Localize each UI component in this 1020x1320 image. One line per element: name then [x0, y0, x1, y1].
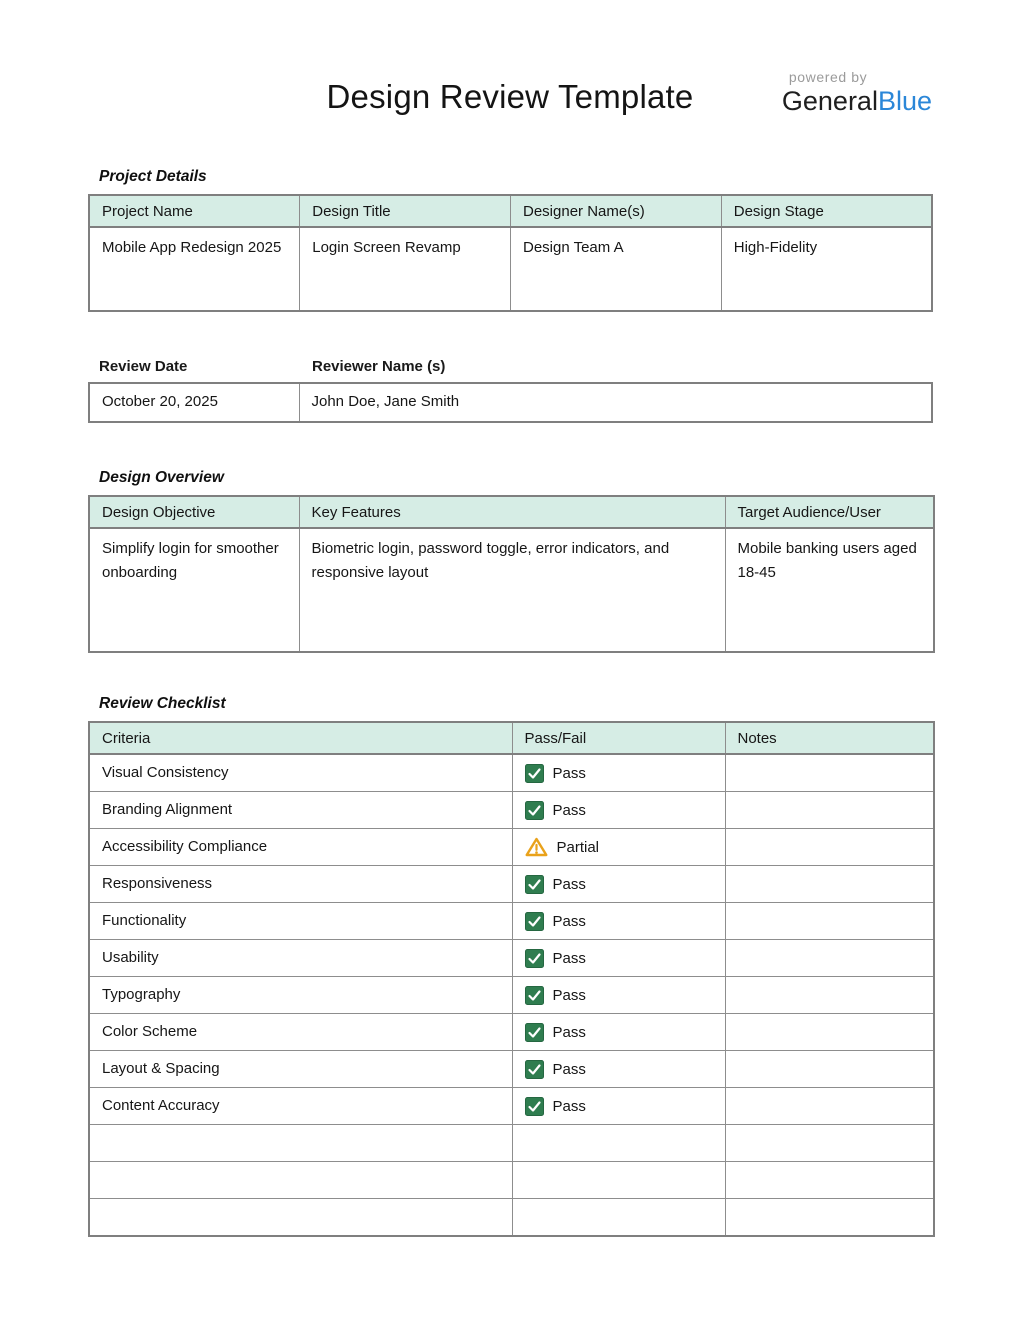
status-cell — [512, 1051, 725, 1088]
notes-cell — [725, 977, 934, 1014]
notes-cell — [725, 940, 934, 977]
column-header: Pass/Fail — [512, 722, 725, 754]
criteria-label: Accessibility Compliance — [102, 838, 268, 856]
pass-check-icon — [525, 912, 544, 931]
reviewer-names-heading: Reviewer Name (s) — [312, 358, 446, 375]
review-checklist-table — [88, 721, 935, 1237]
pass-check-icon — [525, 801, 544, 820]
criteria-cell — [89, 1088, 512, 1125]
project-name-cell: Mobile App Redesign 2025 — [89, 227, 300, 311]
key-features-cell: Biometric login, password toggle, error indicators, and responsive layout — [299, 528, 725, 652]
criteria-cell — [89, 1051, 512, 1088]
brand-general-text: General — [781, 86, 878, 117]
review-checklist-title: Review Checklist — [99, 695, 226, 713]
criteria-cell — [89, 866, 512, 903]
checklist-header-row — [89, 722, 934, 754]
criteria-label: Content Accuracy — [102, 1097, 220, 1115]
criteria-label: Visual Consistency — [102, 764, 229, 782]
brand-blue-text: Blue — [877, 86, 932, 117]
section-review-checklist — [88, 695, 933, 1237]
column-header: Designer Name(s) — [511, 195, 722, 227]
checklist-row — [89, 792, 934, 829]
criteria-label: Layout & Spacing — [102, 1060, 220, 1078]
notes-cell — [725, 829, 934, 866]
pass-check-icon — [525, 1023, 544, 1042]
checklist-row — [89, 1088, 934, 1125]
criteria-cell — [89, 754, 512, 792]
brand-wordmark — [782, 87, 932, 117]
status-cell — [512, 1088, 725, 1125]
review-info-row — [89, 383, 932, 422]
checklist-row — [89, 829, 934, 866]
checklist-row — [89, 754, 934, 792]
criteria-cell — [89, 1199, 512, 1237]
criteria-cell — [89, 1014, 512, 1051]
checklist-row — [89, 1014, 934, 1051]
status-cell — [512, 1014, 725, 1051]
status-cell — [512, 754, 725, 792]
pass-check-icon — [525, 875, 544, 894]
checklist-row — [89, 1199, 934, 1237]
design-stage-cell: High-Fidelity — [721, 227, 932, 311]
target-audience-cell: Mobile banking users aged 18-45 — [725, 528, 934, 652]
column-header: Design Title — [300, 195, 511, 227]
status-label: Pass — [552, 1060, 586, 1078]
section-design-overview — [88, 469, 933, 653]
status-cell — [512, 1125, 725, 1162]
document-content — [88, 168, 933, 1237]
design-overview-table — [88, 495, 935, 653]
checklist-row — [89, 940, 934, 977]
status-label: Pass — [552, 912, 586, 930]
column-header: Criteria — [89, 722, 512, 754]
document-header — [0, 0, 1020, 160]
notes-cell — [725, 1162, 934, 1199]
pass-check-icon — [525, 764, 544, 783]
criteria-cell — [89, 903, 512, 940]
reviewer-names-cell: John Doe, Jane Smith — [299, 383, 932, 422]
status-label: Pass — [552, 949, 586, 967]
criteria-label: Usability — [102, 949, 159, 967]
design-title-cell: Login Screen Revamp — [300, 227, 511, 311]
criteria-cell — [89, 1125, 512, 1162]
column-header: Design Objective — [89, 496, 299, 528]
status-label: Pass — [552, 986, 586, 1004]
checklist-row — [89, 1162, 934, 1199]
checklist-row — [89, 977, 934, 1014]
designer-names-cell: Design Team A — [511, 227, 722, 311]
project-details-header-row — [89, 195, 932, 227]
pass-check-icon — [525, 986, 544, 1005]
pass-check-icon — [525, 949, 544, 968]
section-review-info — [88, 358, 933, 423]
notes-cell — [725, 866, 934, 903]
notes-cell — [725, 1051, 934, 1088]
criteria-cell — [89, 792, 512, 829]
checklist-row — [89, 903, 934, 940]
status-cell — [512, 792, 725, 829]
criteria-cell — [89, 940, 512, 977]
review-date-cell: October 20, 2025 — [89, 383, 299, 422]
pass-check-icon — [525, 1097, 544, 1116]
criteria-label: Functionality — [102, 912, 187, 930]
brand-logo — [782, 70, 932, 117]
criteria-cell — [89, 829, 512, 866]
column-header: Design Stage — [721, 195, 932, 227]
project-details-value-row — [89, 227, 932, 311]
design-overview-value-row — [89, 528, 934, 652]
status-cell — [512, 977, 725, 1014]
criteria-label: Color Scheme — [102, 1023, 198, 1041]
criteria-label: Branding Alignment — [102, 801, 233, 819]
checklist-row — [89, 1125, 934, 1162]
checklist-row — [89, 866, 934, 903]
notes-cell — [725, 903, 934, 940]
column-header: Notes — [725, 722, 934, 754]
criteria-cell — [89, 1162, 512, 1199]
column-header: Project Name — [89, 195, 300, 227]
notes-cell — [725, 1088, 934, 1125]
design-overview-title: Design Overview — [99, 469, 224, 487]
notes-cell — [725, 1125, 934, 1162]
status-label: Pass — [552, 875, 586, 893]
section-project-details — [88, 168, 933, 312]
status-label: Pass — [552, 1097, 586, 1115]
warning-triangle-icon — [525, 837, 548, 857]
design-overview-header-row — [89, 496, 934, 528]
status-label: Partial — [556, 838, 600, 856]
status-label: Pass — [552, 801, 586, 819]
notes-cell — [725, 754, 934, 792]
notes-cell — [725, 1014, 934, 1051]
status-label: Pass — [552, 1023, 586, 1041]
status-cell — [512, 903, 725, 940]
column-header: Key Features — [299, 496, 725, 528]
checklist-row — [89, 1051, 934, 1088]
project-details-table — [88, 194, 933, 312]
criteria-cell — [89, 977, 512, 1014]
pass-check-icon — [525, 1060, 544, 1079]
status-label: Pass — [552, 764, 586, 782]
status-cell — [512, 866, 725, 903]
status-cell — [512, 1199, 725, 1237]
design-objective-cell: Simplify login for smoother onboarding — [89, 528, 299, 652]
review-info-table — [88, 382, 933, 423]
criteria-label: Typography — [102, 986, 181, 1004]
column-header: Target Audience/User — [725, 496, 934, 528]
review-date-heading: Review Date — [99, 358, 188, 375]
status-cell — [512, 829, 725, 866]
review-info-headings — [88, 358, 933, 375]
criteria-label: Responsiveness — [102, 875, 213, 893]
notes-cell — [725, 1199, 934, 1237]
page-title: Design Review Template — [326, 78, 694, 115]
powered-by-label: powered by — [788, 69, 868, 85]
status-cell — [512, 940, 725, 977]
status-cell — [512, 1162, 725, 1199]
project-details-title: Project Details — [99, 168, 207, 185]
notes-cell — [725, 792, 934, 829]
